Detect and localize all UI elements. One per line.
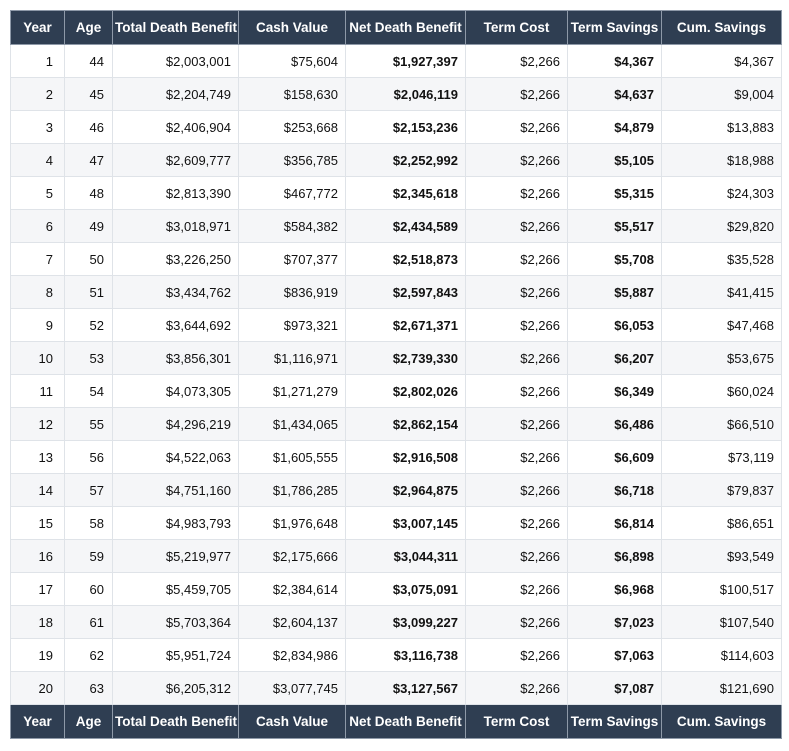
cell-term-cost: $2,266 (466, 474, 568, 507)
table-row (11, 507, 782, 540)
table-row (11, 111, 782, 144)
cell-net-death-benefit: $2,597,843 (346, 276, 466, 309)
cell-net-death-benefit: $2,862,154 (346, 408, 466, 441)
table-row (11, 78, 782, 111)
cell-term-cost: $2,266 (466, 177, 568, 210)
table-row (11, 573, 782, 606)
table-row (11, 639, 782, 672)
cell-term-savings: $6,718 (568, 474, 662, 507)
cell-cum-savings: $18,988 (662, 144, 782, 177)
cell-cash-value: $356,785 (239, 144, 346, 177)
cell-term-cost: $2,266 (466, 573, 568, 606)
table-row (11, 309, 782, 342)
footer-year: Year (11, 705, 65, 739)
illustration-table (10, 10, 782, 739)
cell-total-death-benefit: $5,951,724 (113, 639, 239, 672)
cell-cash-value: $707,377 (239, 243, 346, 276)
cell-net-death-benefit: $1,927,397 (346, 45, 466, 78)
cell-total-death-benefit: $2,406,904 (113, 111, 239, 144)
cell-total-death-benefit: $3,434,762 (113, 276, 239, 309)
table-row (11, 375, 782, 408)
cell-age: 49 (65, 210, 113, 243)
cell-total-death-benefit: $2,204,749 (113, 78, 239, 111)
cell-cum-savings: $24,303 (662, 177, 782, 210)
table-footer (11, 705, 782, 739)
cell-age: 61 (65, 606, 113, 639)
cell-term-cost: $2,266 (466, 144, 568, 177)
table-body (11, 45, 782, 705)
cell-net-death-benefit: $3,007,145 (346, 507, 466, 540)
cell-net-death-benefit: $2,252,992 (346, 144, 466, 177)
cell-total-death-benefit: $2,003,001 (113, 45, 239, 78)
cell-cum-savings: $93,549 (662, 540, 782, 573)
cell-year: 13 (11, 441, 65, 474)
cell-cum-savings: $100,517 (662, 573, 782, 606)
footer-term-savings: Term Savings (568, 705, 662, 739)
cell-year: 10 (11, 342, 65, 375)
cell-cum-savings: $53,675 (662, 342, 782, 375)
cell-cash-value: $973,321 (239, 309, 346, 342)
footer-net-death-benefit: Net Death Benefit (346, 705, 466, 739)
cell-age: 58 (65, 507, 113, 540)
table-row (11, 177, 782, 210)
cell-term-savings: $6,207 (568, 342, 662, 375)
cell-total-death-benefit: $4,296,219 (113, 408, 239, 441)
table-row (11, 243, 782, 276)
cell-year: 18 (11, 606, 65, 639)
cell-term-savings: $6,814 (568, 507, 662, 540)
cell-cum-savings: $4,367 (662, 45, 782, 78)
cell-net-death-benefit: $3,099,227 (346, 606, 466, 639)
cell-term-cost: $2,266 (466, 639, 568, 672)
cell-term-savings: $5,105 (568, 144, 662, 177)
header-cum-savings: Cum. Savings (662, 11, 782, 45)
footer-cash-value: Cash Value (239, 705, 346, 739)
cell-cum-savings: $121,690 (662, 672, 782, 705)
cell-year: 19 (11, 639, 65, 672)
table-row (11, 672, 782, 705)
cell-age: 45 (65, 78, 113, 111)
cell-total-death-benefit: $4,983,793 (113, 507, 239, 540)
cell-age: 59 (65, 540, 113, 573)
cell-net-death-benefit: $2,434,589 (346, 210, 466, 243)
cell-cum-savings: $60,024 (662, 375, 782, 408)
cell-term-savings: $6,053 (568, 309, 662, 342)
cell-year: 8 (11, 276, 65, 309)
cell-term-savings: $6,968 (568, 573, 662, 606)
cell-cum-savings: $79,837 (662, 474, 782, 507)
cell-cash-value: $1,116,971 (239, 342, 346, 375)
cell-net-death-benefit: $2,964,875 (346, 474, 466, 507)
table-header (11, 11, 782, 45)
table-row (11, 606, 782, 639)
cell-term-cost: $2,266 (466, 309, 568, 342)
cell-year: 9 (11, 309, 65, 342)
header-net-death-benefit: Net Death Benefit (346, 11, 466, 45)
cell-total-death-benefit: $5,703,364 (113, 606, 239, 639)
cell-total-death-benefit: $3,018,971 (113, 210, 239, 243)
cell-age: 54 (65, 375, 113, 408)
cell-total-death-benefit: $3,226,250 (113, 243, 239, 276)
cell-cash-value: $2,604,137 (239, 606, 346, 639)
illustration-table-container (10, 10, 781, 739)
cell-total-death-benefit: $6,205,312 (113, 672, 239, 705)
cell-total-death-benefit: $3,856,301 (113, 342, 239, 375)
cell-cash-value: $158,630 (239, 78, 346, 111)
cell-age: 50 (65, 243, 113, 276)
cell-cum-savings: $41,415 (662, 276, 782, 309)
table-row (11, 474, 782, 507)
cell-term-savings: $6,609 (568, 441, 662, 474)
cell-cum-savings: $9,004 (662, 78, 782, 111)
cell-net-death-benefit: $2,802,026 (346, 375, 466, 408)
header-total-death-benefit: Total Death Benefit (113, 11, 239, 45)
cell-net-death-benefit: $3,044,311 (346, 540, 466, 573)
header-age: Age (65, 11, 113, 45)
cell-age: 48 (65, 177, 113, 210)
cell-term-savings: $7,063 (568, 639, 662, 672)
cell-net-death-benefit: $2,153,236 (346, 111, 466, 144)
table-row (11, 441, 782, 474)
cell-age: 56 (65, 441, 113, 474)
cell-cash-value: $2,834,986 (239, 639, 346, 672)
cell-term-savings: $7,023 (568, 606, 662, 639)
cell-cash-value: $584,382 (239, 210, 346, 243)
cell-term-savings: $5,708 (568, 243, 662, 276)
table-row (11, 276, 782, 309)
header-term-cost: Term Cost (466, 11, 568, 45)
cell-total-death-benefit: $4,522,063 (113, 441, 239, 474)
cell-total-death-benefit: $2,813,390 (113, 177, 239, 210)
cell-term-savings: $5,315 (568, 177, 662, 210)
cell-age: 55 (65, 408, 113, 441)
cell-cash-value: $2,384,614 (239, 573, 346, 606)
header-year: Year (11, 11, 65, 45)
cell-year: 2 (11, 78, 65, 111)
cell-year: 4 (11, 144, 65, 177)
cell-term-savings: $6,898 (568, 540, 662, 573)
table-row (11, 540, 782, 573)
footer-term-cost: Term Cost (466, 705, 568, 739)
cell-term-savings: $5,887 (568, 276, 662, 309)
cell-year: 17 (11, 573, 65, 606)
cell-year: 7 (11, 243, 65, 276)
cell-year: 6 (11, 210, 65, 243)
cell-net-death-benefit: $3,127,567 (346, 672, 466, 705)
cell-age: 44 (65, 45, 113, 78)
cell-cash-value: $1,434,065 (239, 408, 346, 441)
cell-net-death-benefit: $2,518,873 (346, 243, 466, 276)
cell-year: 3 (11, 111, 65, 144)
cell-term-savings: $7,087 (568, 672, 662, 705)
cell-cum-savings: $73,119 (662, 441, 782, 474)
cell-term-savings: $4,367 (568, 45, 662, 78)
cell-age: 51 (65, 276, 113, 309)
cell-cash-value: $1,271,279 (239, 375, 346, 408)
cell-cum-savings: $86,651 (662, 507, 782, 540)
cell-year: 1 (11, 45, 65, 78)
cell-age: 52 (65, 309, 113, 342)
cell-year: 11 (11, 375, 65, 408)
cell-term-savings: $5,517 (568, 210, 662, 243)
cell-age: 53 (65, 342, 113, 375)
cell-age: 46 (65, 111, 113, 144)
cell-net-death-benefit: $3,075,091 (346, 573, 466, 606)
cell-term-cost: $2,266 (466, 441, 568, 474)
cell-cash-value: $253,668 (239, 111, 346, 144)
cell-term-cost: $2,266 (466, 375, 568, 408)
cell-cum-savings: $47,468 (662, 309, 782, 342)
cell-age: 57 (65, 474, 113, 507)
cell-cash-value: $1,605,555 (239, 441, 346, 474)
cell-net-death-benefit: $2,345,618 (346, 177, 466, 210)
cell-net-death-benefit: $3,116,738 (346, 639, 466, 672)
footer-total-death-benefit: Total Death Benefit (113, 705, 239, 739)
cell-cum-savings: $66,510 (662, 408, 782, 441)
cell-term-savings: $4,637 (568, 78, 662, 111)
cell-term-cost: $2,266 (466, 210, 568, 243)
cell-term-cost: $2,266 (466, 606, 568, 639)
cell-cum-savings: $35,528 (662, 243, 782, 276)
cell-age: 60 (65, 573, 113, 606)
cell-term-cost: $2,266 (466, 45, 568, 78)
cell-net-death-benefit: $2,739,330 (346, 342, 466, 375)
header-term-savings: Term Savings (568, 11, 662, 45)
cell-net-death-benefit: $2,671,371 (346, 309, 466, 342)
footer-cum-savings: Cum. Savings (662, 705, 782, 739)
table-row (11, 210, 782, 243)
cell-cash-value: $1,976,648 (239, 507, 346, 540)
cell-term-cost: $2,266 (466, 276, 568, 309)
cell-year: 16 (11, 540, 65, 573)
cell-cash-value: $467,772 (239, 177, 346, 210)
cell-age: 62 (65, 639, 113, 672)
cell-cash-value: $3,077,745 (239, 672, 346, 705)
table-row (11, 144, 782, 177)
table-row (11, 45, 782, 78)
cell-term-cost: $2,266 (466, 408, 568, 441)
cell-year: 12 (11, 408, 65, 441)
cell-cash-value: $1,786,285 (239, 474, 346, 507)
cell-net-death-benefit: $2,046,119 (346, 78, 466, 111)
cell-term-savings: $6,486 (568, 408, 662, 441)
cell-age: 63 (65, 672, 113, 705)
cell-cum-savings: $13,883 (662, 111, 782, 144)
cell-total-death-benefit: $2,609,777 (113, 144, 239, 177)
cell-term-cost: $2,266 (466, 342, 568, 375)
cell-year: 15 (11, 507, 65, 540)
cell-age: 47 (65, 144, 113, 177)
cell-cash-value: $836,919 (239, 276, 346, 309)
table-row (11, 408, 782, 441)
cell-term-cost: $2,266 (466, 243, 568, 276)
cell-total-death-benefit: $5,219,977 (113, 540, 239, 573)
cell-cash-value: $2,175,666 (239, 540, 346, 573)
table-row (11, 342, 782, 375)
cell-net-death-benefit: $2,916,508 (346, 441, 466, 474)
footer-age: Age (65, 705, 113, 739)
cell-total-death-benefit: $4,751,160 (113, 474, 239, 507)
cell-term-cost: $2,266 (466, 672, 568, 705)
cell-year: 14 (11, 474, 65, 507)
cell-term-cost: $2,266 (466, 78, 568, 111)
cell-term-cost: $2,266 (466, 507, 568, 540)
cell-total-death-benefit: $5,459,705 (113, 573, 239, 606)
cell-total-death-benefit: $4,073,305 (113, 375, 239, 408)
cell-year: 5 (11, 177, 65, 210)
cell-cum-savings: $107,540 (662, 606, 782, 639)
cell-term-cost: $2,266 (466, 111, 568, 144)
cell-term-cost: $2,266 (466, 540, 568, 573)
cell-total-death-benefit: $3,644,692 (113, 309, 239, 342)
cell-term-savings: $4,879 (568, 111, 662, 144)
cell-cum-savings: $29,820 (662, 210, 782, 243)
header-row (11, 11, 782, 45)
footer-row (11, 705, 782, 739)
cell-term-savings: $6,349 (568, 375, 662, 408)
cell-year: 20 (11, 672, 65, 705)
cell-cash-value: $75,604 (239, 45, 346, 78)
header-cash-value: Cash Value (239, 11, 346, 45)
cell-cum-savings: $114,603 (662, 639, 782, 672)
